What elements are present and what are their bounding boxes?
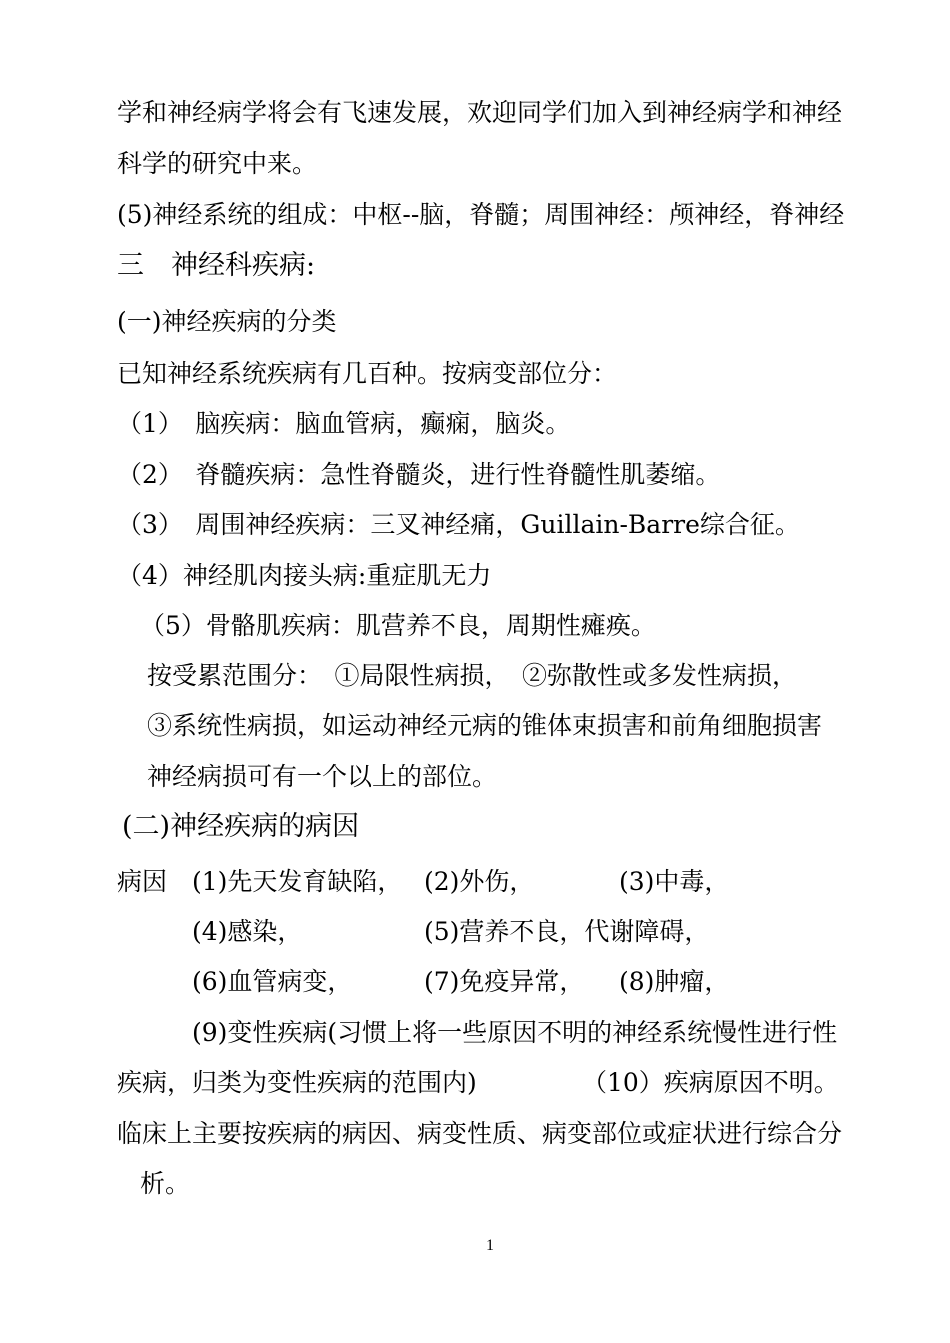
list-item: （2） 脊髓疾病：急性脊髓炎，进行性脊髓性肌萎缩。 [117,460,721,489]
subsection-heading: (一)神经疾病的分类 [117,307,337,336]
page-number: 1 [486,1237,494,1254]
list-item: （4）神经肌肉接头病:重症肌无力 [117,561,492,590]
cause-item: (3)中毒， [619,867,730,896]
cause-item: (5)营养不良，代谢障碍， [424,917,710,946]
cause-item: (4)感染， [192,917,303,946]
etiology-label: 病因 [117,867,168,896]
extent-classification-line: 神经病损可有一个以上的部位。 [147,762,498,791]
extent-classification-line: ③系统性病损，如运动神经元病的锥体束损害和前角细胞损害 [147,711,823,740]
cause-item: (1)先天发育缺陷， [192,867,403,896]
subsection-heading: (二)神经疾病的病因 [122,811,360,842]
cause-item: (8)肿瘤， [619,967,730,996]
cause-item: (9)变性疾病(习惯上将一些原因不明的神经系统慢性进行性 [192,1018,838,1047]
cause-item: (6)血管病变， [192,967,353,996]
cause-item: (2)外伤， [424,867,535,896]
cause-item: （10）疾病原因不明。 [582,1068,839,1097]
cause-item: (7)免疫异常， [424,967,585,996]
list-item: （5）骨骼肌疾病：肌营养不良，周期性瘫痪。 [140,611,656,640]
extent-classification-line: 按受累范围分： ①局限性病损， ②弥散性或多发性病损， [147,661,798,690]
paragraph-line: 科学的研究中来。 [117,149,318,178]
list-item: （3） 周围神经疾病：三叉神经痛，Guillain-Barre综合征。 [117,510,800,539]
summary-line: 析。 [140,1169,191,1198]
paragraph-line: 学和神经病学将会有飞速发展，欢迎同学们加入到神经病学和神经 [117,98,843,127]
summary-line: 临床上主要按疾病的病因、病变性质、病变部位或症状进行综合分 [117,1119,843,1148]
section-heading: 三 神经科疾病: [117,250,316,281]
cause-item-continued: 疾病，归类为变性疾病的范围内) [117,1068,477,1097]
list-item: （1） 脑疾病：脑血管病，癫痫，脑炎。 [117,409,571,438]
classification-intro: 已知神经系统疾病有几百种。按病变部位分： [117,359,618,388]
nervous-system-composition: (5)神经系统的组成：中枢--脑，脊髓；周围神经：颅神经，脊神经 [117,200,845,229]
